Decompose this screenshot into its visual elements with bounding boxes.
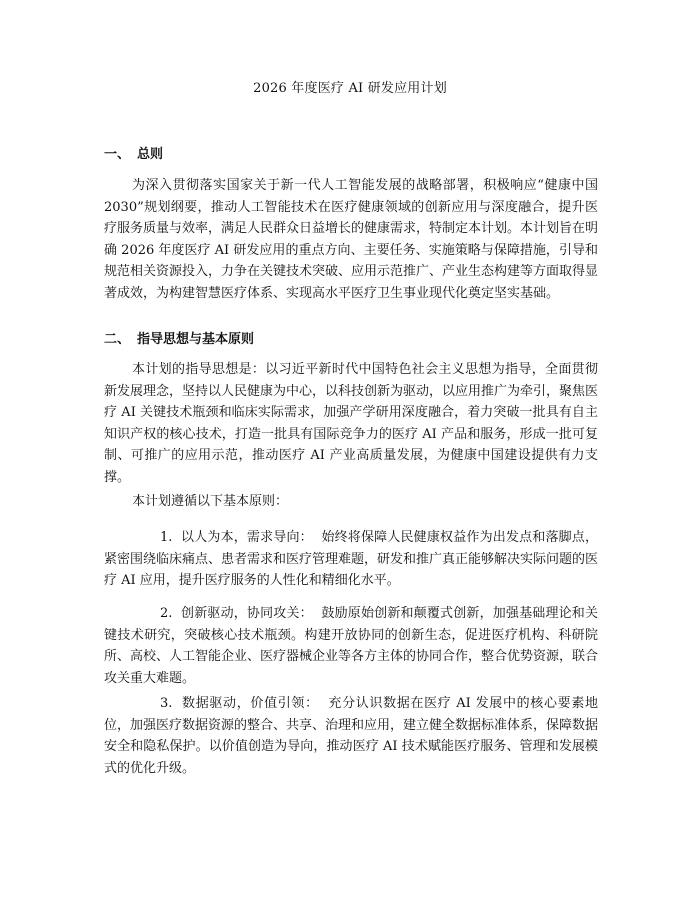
- document-title: 2026 年度医疗 AI 研发应用计划: [253, 81, 447, 96]
- principles-intro: [104, 491, 598, 513]
- paragraph: 为深入贯彻落实国家关于新一代人工智能发展的战略部署，积极响应“健康中国 2030”规划纲要，推动人工智能技术在医疗健康领域的创新应用与深度融合，提升医疗服务质量与效率，满足人民群众日益增长的健康需求，特制定本计划。本计划旨在明确 2026 年度医疗 AI 研发应用的重点方向、主要任务、实施策略与保障措施，引导和规范相关资源投入，力争在关键技术突破、应用示范推广、产业生态构建等方面取得显著成效，为构建智慧医疗体系、实现高水平医疗卫生事业现代化奠定坚实基础。: [104, 178, 599, 301]
- principle-item-1: [104, 527, 598, 592]
- principle-item-2: [104, 603, 598, 689]
- item-label: 创新驱动，协同攻关：: [181, 606, 313, 621]
- list-item: [104, 693, 598, 779]
- paragraph: 本计划的指导思想是：以习近平新时代中国特色社会主义思想为指导，全面贯彻新发展理念，坚持以人民健康为中心，以科技创新为驱动，以应用推广为牵引，聚焦医疗 AI 关键技术瓶颈和临床实际需求，加强产学研用深度融合，着力突破一批具有自主知识产权的核心技术，打造一批具有国际竞争力的医疗 AI 产品和服务，形成一批可复制、可推广的应用示范，推动医疗 AI 产业高质量发展，为健康中国建设提供有力支撑。: [104, 362, 599, 485]
- principle-item-3: [104, 693, 598, 779]
- section-title: 指导思想与基本原则: [137, 332, 255, 347]
- item-text: 充分认识数据在医疗 AI 发展中的核心要素地位，加强医疗数据资源的整合、共享、治理和应用，建立健全数据标准体系，保障数据安全和隐私保护。以价值创造为导向，推动医疗 AI 技术赋能医疗服务、管理和发展模式的优化升级。: [104, 696, 599, 776]
- section-1-body: [104, 175, 598, 304]
- item-label: 数据驱动，价值引领：: [182, 696, 319, 711]
- section-2-body: [104, 359, 598, 488]
- section-title: 总则: [137, 147, 164, 162]
- section-heading-1: [104, 146, 163, 164]
- item-label: 以人为本，需求导向：: [181, 530, 313, 545]
- item-number: 3.: [160, 696, 173, 711]
- item-number: 1.: [160, 530, 173, 545]
- list-item: [104, 603, 598, 689]
- list-item: [104, 527, 598, 592]
- section-heading-2: [104, 331, 254, 349]
- section-number: 二、: [104, 332, 131, 347]
- section-number: 一、: [104, 147, 131, 162]
- item-text: 鼓励原始创新和颠覆式创新，加强基础理论和关键技术研究，突破核心技术瓶颈。构建开放协同的创新生态，促进医疗机构、科研院所、高校、人工智能企业、医疗器械企业等各方主体的协同合作，整合优势资源，联合攻关重大难题。: [104, 606, 599, 686]
- item-number: 2.: [160, 606, 173, 621]
- item-text: 始终将保障人民健康权益作为出发点和落脚点，紧密围绕临床痛点、患者需求和医疗管理难题，研发和推广真正能够解决实际问题的医疗 AI 应用，提升医疗服务的人性化和精细化水平。: [104, 530, 599, 588]
- paragraph: 本计划遵循以下基本原则：: [132, 494, 289, 509]
